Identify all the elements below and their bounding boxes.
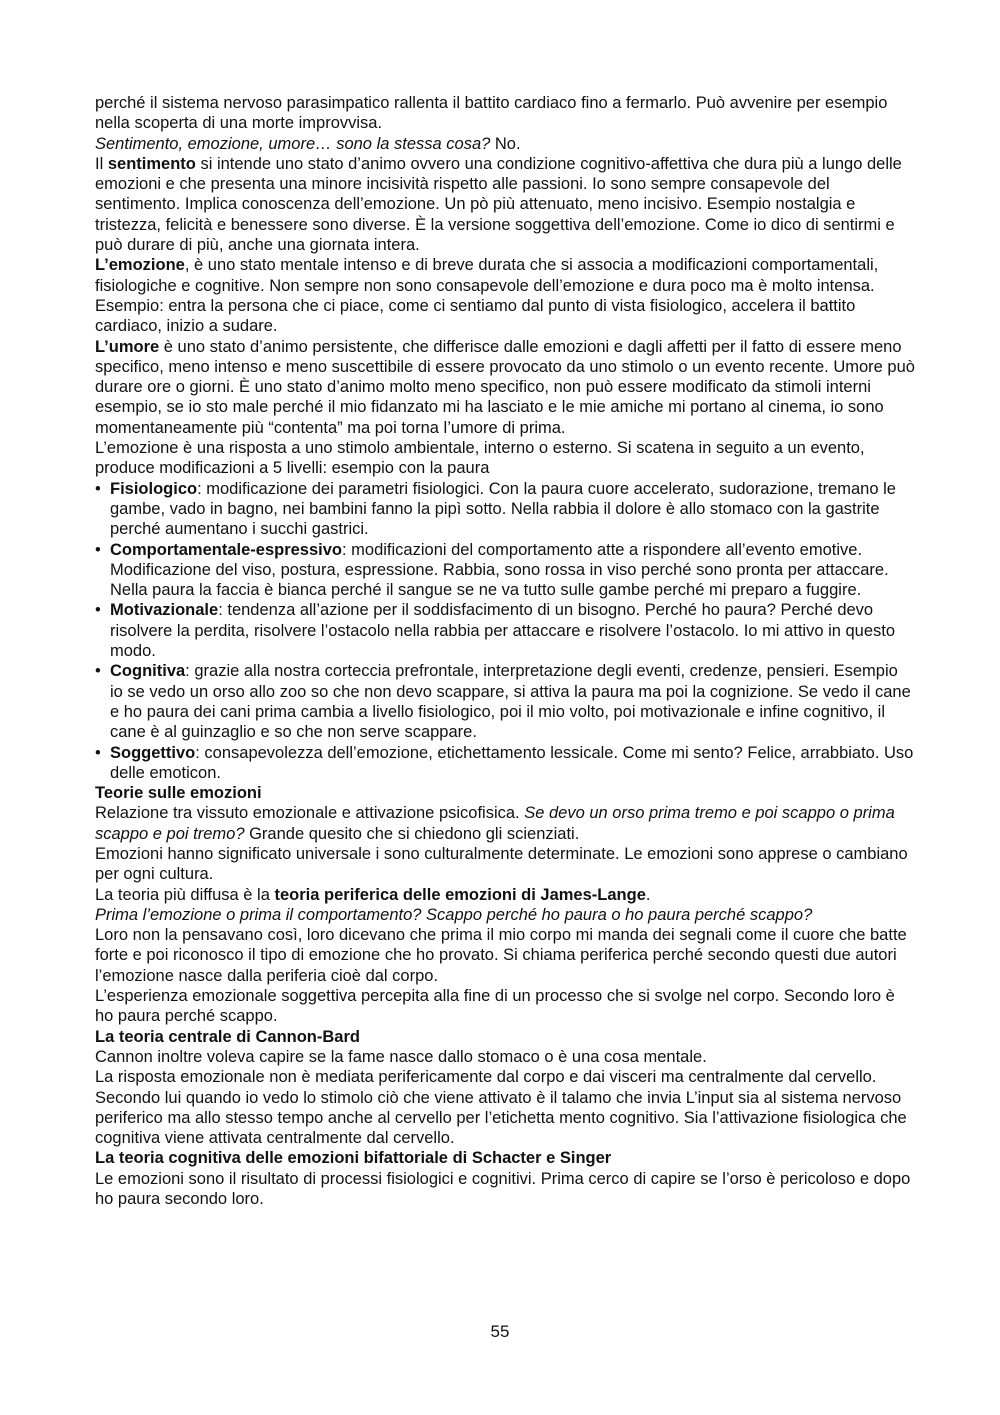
list-item-term: Motivazionale [110, 601, 219, 620]
bullet-icon: • [95, 601, 101, 620]
bullet-icon: • [95, 743, 101, 762]
list-item [95, 743, 915, 784]
list-item-term: Soggettivo [110, 743, 196, 762]
paragraph-text: No. [490, 134, 521, 153]
italic-question: Se devo un orso prima tremo e poi scappo o prima scappo e poi tremo? [95, 804, 895, 843]
paragraph-text: perché il sistema nervoso parasimpatico rallenta il battito cardiaco fino a fermarlo. Può avvenire per esempio nella scoperta di una morte improvvisa. [95, 94, 888, 133]
italic-question: Prima l’emozione o prima il comportamento? Scappo perché ho paura o ho paura perché scappo? [95, 905, 813, 924]
paragraph-text: L’esperienza emozionale soggettiva percepita alla fine di un processo che si svolge nel corpo. Secondo loro è ho paura perché scappo. [95, 987, 895, 1026]
paragraph-text: Il [95, 154, 108, 173]
list-item-term: Comportamentale-espressivo [110, 540, 342, 559]
paragraph [95, 803, 915, 844]
paragraph-text: . [645, 885, 651, 904]
document-page [95, 93, 915, 1209]
list-item-text: : consapevolezza dell’emozione, etichettamento lessicale. Come mi sento? Felice, arrabbiato. Uso delle emoticon. [110, 743, 914, 782]
term-james-lange: teoria periferica delle emozioni di James-Lange [274, 885, 646, 904]
paragraph [95, 844, 915, 885]
section-heading-teorie: Teorie sulle emozioni [95, 784, 262, 803]
paragraph [95, 1169, 915, 1210]
paragraph-sentimento [95, 154, 915, 255]
paragraph-text: L’emozione è una risposta a uno stimolo ambientale, interno o esterno. Si scatena in seguito a un evento, produce modificazioni a 5 livelli: esempio con la paura [95, 439, 865, 478]
list-item [95, 600, 915, 661]
paragraph [95, 986, 915, 1027]
list-item-term: Cognitiva [110, 662, 186, 681]
paragraph-text: Le emozioni sono il risultato di processi fisiologici e cognitivi. Prima cerco di capire se l’orso è pericoloso e dopo ho paura secondo loro. [95, 1169, 911, 1209]
paragraph [95, 925, 915, 986]
list-item-text: : modificazioni del comportamento atte a rispondere all’evento emotive. Modificazione del viso, postura, espressione. Rabbia, sono rossa in viso perché sono pronta per attaccare. Nella paura la faccia è bianca perché il sangue se ne va tutto sulle gambe perché mi preparo a fuggire. [110, 540, 889, 600]
bullet-icon: • [95, 540, 101, 559]
term-umore: L’umore [95, 337, 160, 356]
paragraph-text: Loro non la pensavano così, loro dicevano che prima il mio corpo mi manda dei segnali come il cuore che batte forte e poi riconosco il tipo di emozione che ho provato. Si chiama periferica perché secondo questi due autori l’emozione nasce dalla periferia cioè dal corpo. [95, 926, 907, 985]
paragraph-text: Cannon inoltre voleva capire se la fame nasce dallo stomaco o è una cosa mentale. [95, 1047, 707, 1066]
paragraph-emozione [95, 255, 915, 336]
paragraph-text: Grande quesito che si chiedono gli scienziati. [244, 824, 580, 843]
paragraph [95, 1047, 915, 1067]
page-number: 55 [490, 1322, 510, 1341]
paragraph [95, 134, 915, 154]
paragraph-text: La teoria più diffusa è la [95, 885, 275, 904]
section-heading-schacter-singer: La teoria cognitiva delle emozioni bifattoriale di Schacter e Singer [95, 1149, 612, 1168]
bullet-list-levels [95, 479, 915, 783]
paragraph-text: Relazione tra vissuto emozionale e attivazione psicofisica. [95, 804, 525, 823]
list-item [95, 540, 915, 601]
paragraph-text: La risposta emozionale non è mediata perifericamente dal corpo e dai visceri ma centralmente dal cervello. Secondo lui quando io vedo lo stimolo ciò che viene attivato è il talamo che invia L’input sia al sistema nervoso periferico ma allo stesso tempo anche al cervello per l’etichetta mento cognitivo. Sia l’attivazione fisiologica che cognitiva viene attivata centralmente dal cervello. [95, 1068, 907, 1148]
list-item [95, 479, 915, 540]
bullet-icon: • [95, 479, 101, 498]
paragraph [95, 905, 915, 925]
list-item-text: : modificazione dei parametri fisiologici. Con la paura cuore accelerato, sudorazione, tremano le gambe, vado in bagno, nei bambini fanno la pipì sotto. Nella rabbia il dolore è allo stomaco con la gastrite perché aumentano i succhi gastrici. [110, 479, 896, 539]
term-sentimento: sentimento [107, 154, 196, 173]
paragraph-umore [95, 337, 915, 438]
paragraph [95, 1067, 915, 1148]
paragraph-text: è uno stato d’animo persistente, che differisce dalle emozioni e dagli affetti per il fatto di essere meno specifico, meno intenso e meno suscettibile di essere provocato da uno stimolo o un evento recente. Umore può durare ore o giorni. È uno stato d’animo molto meno specifico, non può essere modificato da stimoli interni esempio, se io sto male perché il mio fidanzato mi ha lasciato e le mie amiche mi portano al cinema, io sono momentaneamente più “contenta” ma poi torna l’umore di prima. [95, 337, 915, 437]
term-emozione: L’emozione [95, 256, 185, 275]
paragraph [95, 885, 915, 905]
paragraph-text: , è uno stato mentale intenso e di breve durata che si associa a modificazioni comportamentali, fisiologiche e cognitive. Non sempre non sono consapevole dell’emozione e dura poco ma è molto intensa. Esempio: entra la persona che ci piace, come ci sentiamo dal punto di vista fisiologico, accelera il battito cardiaco, inizio a sudare. [95, 256, 879, 336]
paragraph-text: Emozioni hanno significato universale i sono culturalmente determinate. Le emozioni sono apprese o cambiano per ogni cultura. [95, 844, 908, 884]
paragraph [95, 93, 915, 134]
list-item-text: : tendenza all’azione per il soddisfacimento di un bisogno. Perché ho paura? Perché devo risolvere la perdita, risolvere l’ostacolo nella rabbia per attaccare e risolvere l’ostacolo. Io mi attivo in questo modo. [110, 601, 896, 661]
bullet-icon: • [95, 662, 101, 681]
list-item-term: Fisiologico [110, 479, 198, 498]
paragraph [95, 438, 915, 479]
paragraph-text: si intende uno stato d’animo ovvero una condizione cognitivo-affettiva che dura più a lungo delle emozioni e che presenta una minore incisività rispetto alle passioni. Io sono sempre consapevole del sentimento. Implica conoscenza dell’emozione. Un pò più attenuato, meno incisivo. Esempio nostalgia e tristezza, felicità e benessere sono diverse. È la versione soggettiva dell’emozione. Come io dico di sentirmi e può durare di più, anche una giornata intera. [95, 154, 902, 255]
list-item-text: : grazie alla nostra corteccia prefrontale, interpretazione degli eventi, credenze, pensieri. Esempio io se vedo un orso allo zoo so che non devo scappare, si attiva la paura ma poi la cognizione. Se vedo il cane e ho paura dei cani prima cambia a livello fisiologico, poi il mio volto, poi motivazionale e infine cognitivo, il cane è al guinzaglio e so che non serve scappare. [110, 662, 911, 742]
list-item [95, 661, 915, 742]
italic-question: Sentimento, emozione, umore… sono la stessa cosa? [95, 134, 491, 153]
section-heading-cannon-bard: La teoria centrale di Cannon-Bard [95, 1027, 360, 1046]
